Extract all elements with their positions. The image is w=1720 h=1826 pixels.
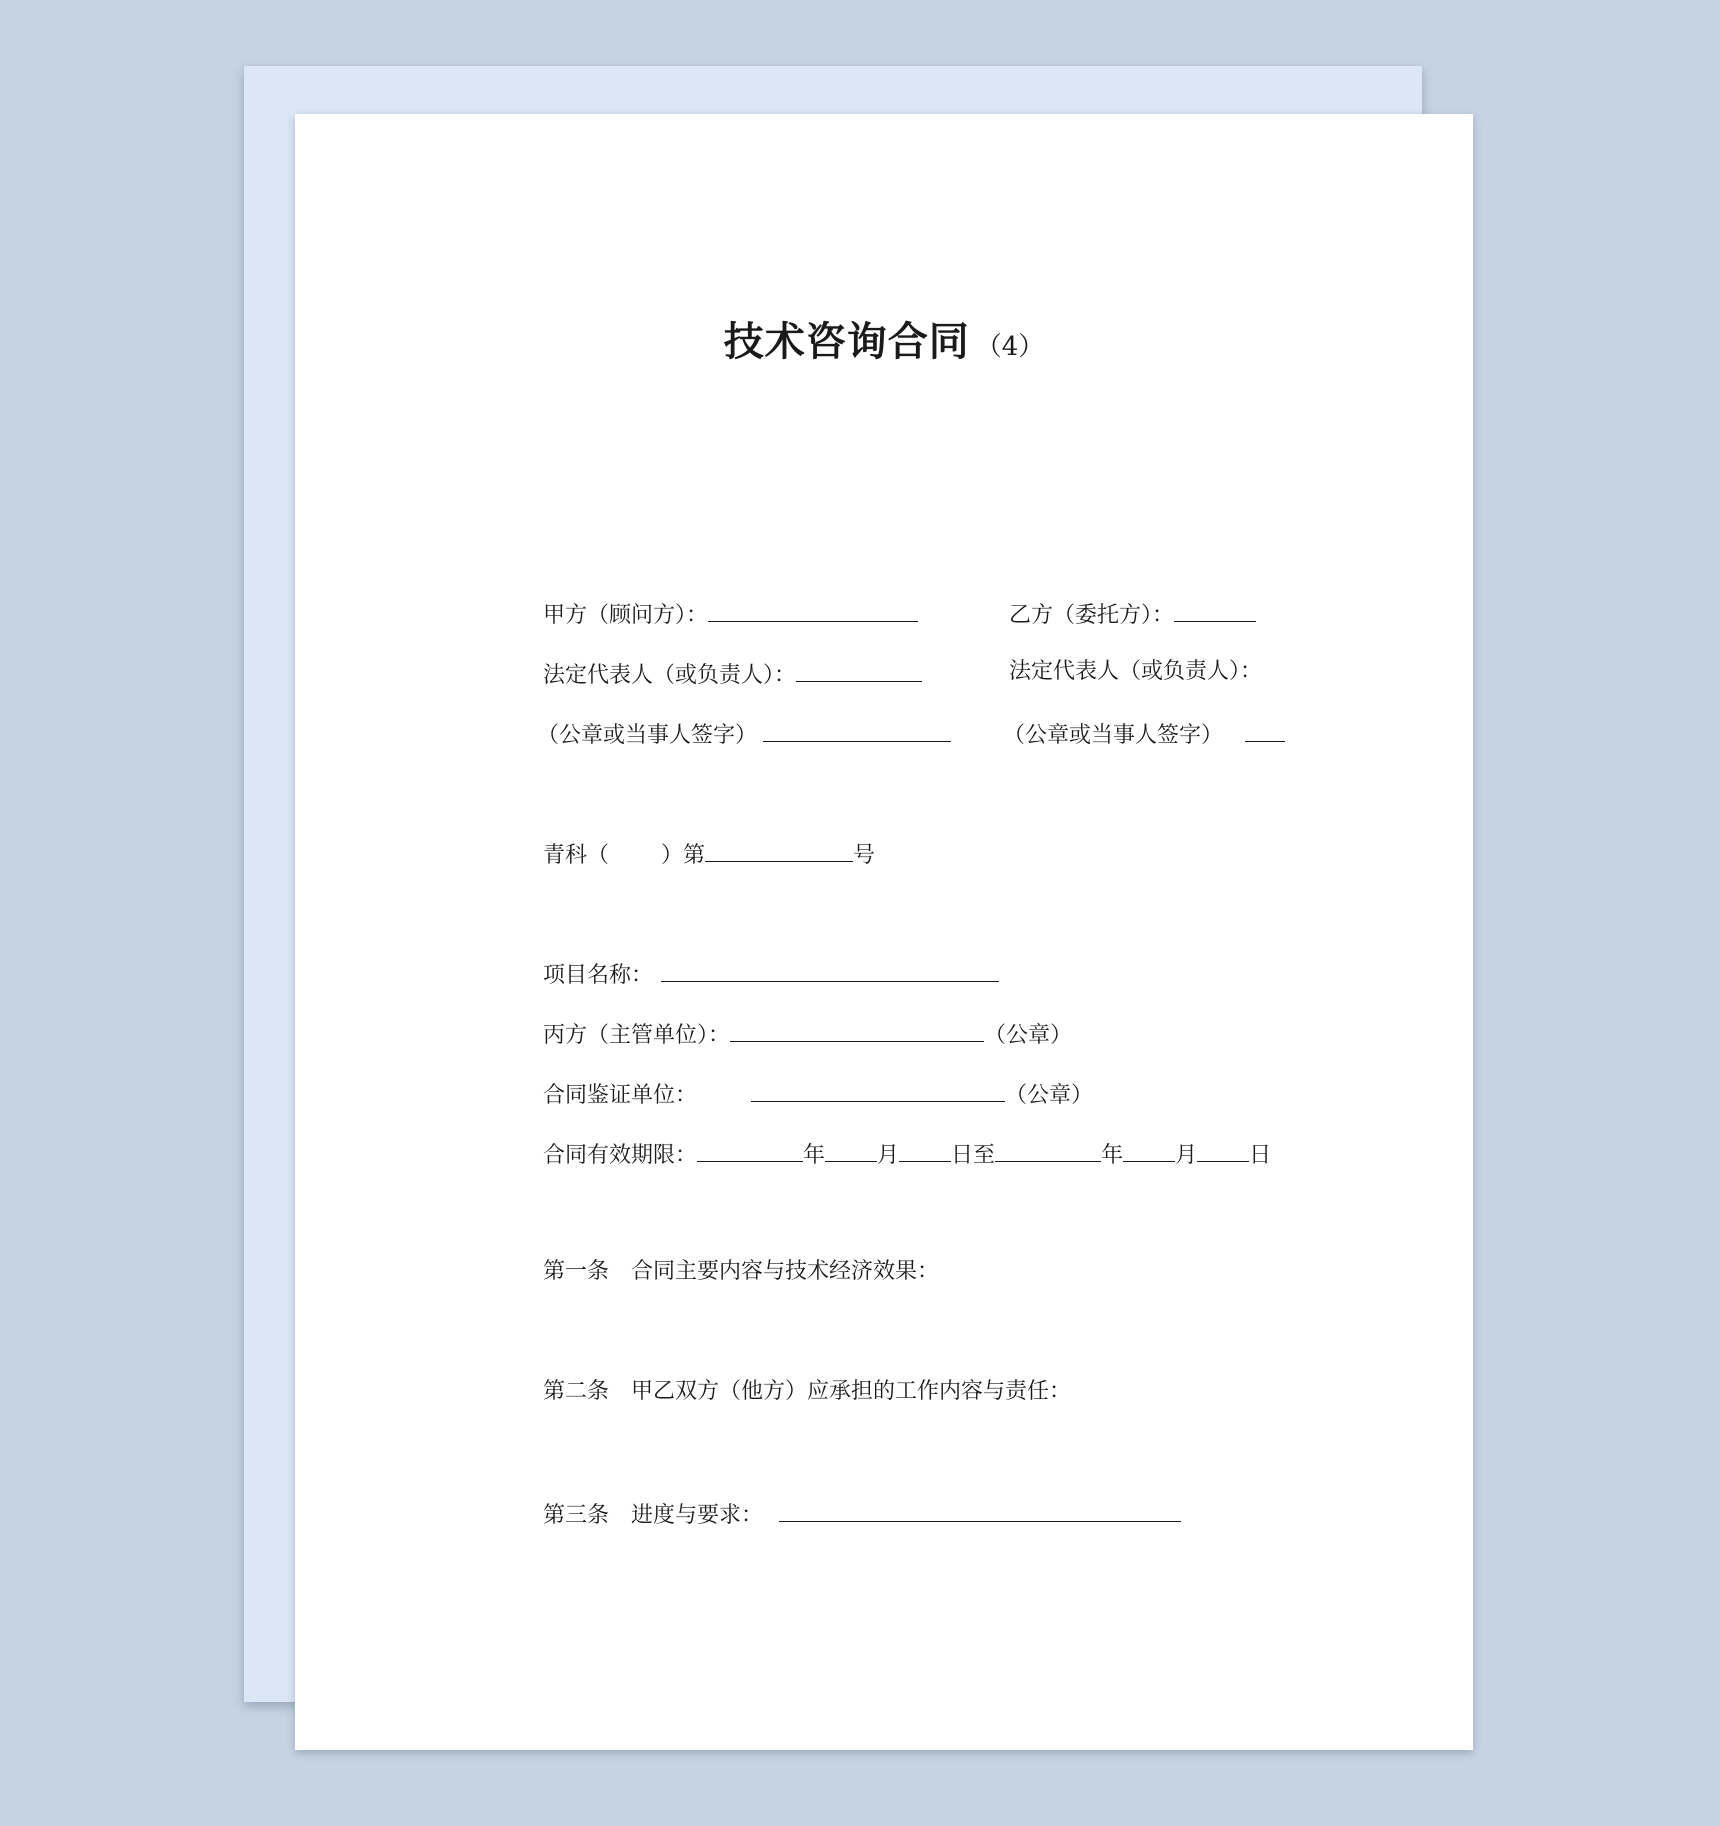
seal-a-line	[537, 717, 951, 751]
contract-number-field[interactable]	[705, 837, 853, 862]
title-text: 技术咨询合同	[723, 319, 970, 365]
article-2-text: 甲乙双方（他方）应承担的工作内容与责任：	[631, 1379, 1072, 1404]
rep-a-line	[543, 657, 922, 691]
validity-end-month-field[interactable]	[1123, 1137, 1175, 1162]
article-3	[543, 1497, 1181, 1531]
party-a-label: 甲方（顾问方）：	[543, 603, 709, 628]
project-name-field[interactable]	[661, 957, 999, 982]
validity-start-year-field[interactable]	[697, 1137, 803, 1162]
contract-number-line	[543, 837, 875, 871]
validity-start-month-field[interactable]	[825, 1137, 877, 1162]
validity-month-1: 月	[877, 1143, 900, 1168]
contract-number-suffix: 号	[853, 843, 876, 868]
article-1-text: 合同主要内容与技术经济效果：	[631, 1259, 940, 1284]
article-3-text: 进度与要求：	[631, 1503, 764, 1528]
validity-end-day-field[interactable]	[1197, 1137, 1249, 1162]
validity-day-to: 日至	[951, 1143, 996, 1168]
party-c-field[interactable]	[730, 1017, 984, 1042]
document-title	[295, 310, 1473, 367]
article-3-number: 第三条	[543, 1503, 610, 1528]
validity-start-day-field[interactable]	[899, 1137, 951, 1162]
project-name-line	[543, 957, 999, 991]
validity-month-2: 月	[1175, 1143, 1198, 1168]
title-suffix: （4）	[975, 332, 1045, 362]
verification-field[interactable]	[751, 1077, 1005, 1102]
article-1-number: 第一条	[543, 1259, 610, 1284]
verification-label: 合同鉴证单位：	[543, 1083, 698, 1108]
article-2-number: 第二条	[543, 1379, 610, 1404]
contract-number-prefix: 青科（	[543, 843, 610, 868]
validity-year-2: 年	[1101, 1143, 1124, 1168]
verification-line	[543, 1077, 1093, 1111]
validity-year-1: 年	[803, 1143, 826, 1168]
rep-b-line	[1009, 657, 1262, 687]
validity-day-2: 日	[1249, 1143, 1272, 1168]
article-3-field[interactable]	[779, 1497, 1181, 1522]
party-b-field[interactable]	[1174, 597, 1256, 622]
verification-seal: （公章）	[1005, 1083, 1094, 1108]
project-name-label: 项目名称：	[543, 963, 654, 988]
document-page	[295, 114, 1473, 1750]
article-2	[543, 1377, 1071, 1407]
seal-b-line	[1003, 717, 1285, 751]
party-c-label: 丙方（主管单位）：	[543, 1023, 731, 1048]
party-c-seal: （公章）	[984, 1023, 1073, 1048]
party-c-line	[543, 1017, 1072, 1051]
rep-a-label: 法定代表人（或负责人）：	[543, 663, 797, 688]
seal-a-field[interactable]	[763, 717, 951, 742]
rep-a-field[interactable]	[796, 657, 922, 682]
seal-b-field[interactable]	[1245, 717, 1285, 742]
party-b-line	[1009, 597, 1256, 631]
party-a-line	[543, 597, 918, 631]
party-b-label: 乙方（委托方）：	[1009, 603, 1175, 628]
seal-b-label: （公章或当事人签字）	[1003, 723, 1224, 748]
party-a-field[interactable]	[708, 597, 918, 622]
article-1	[543, 1257, 939, 1287]
validity-line	[543, 1137, 1271, 1171]
validity-end-year-field[interactable]	[995, 1137, 1101, 1162]
rep-b-label: 法定代表人（或负责人）：	[1009, 659, 1263, 684]
validity-label: 合同有效期限：	[543, 1143, 698, 1168]
contract-number-middle: ）第	[661, 843, 706, 868]
seal-a-label: （公章或当事人签字）	[537, 723, 758, 748]
